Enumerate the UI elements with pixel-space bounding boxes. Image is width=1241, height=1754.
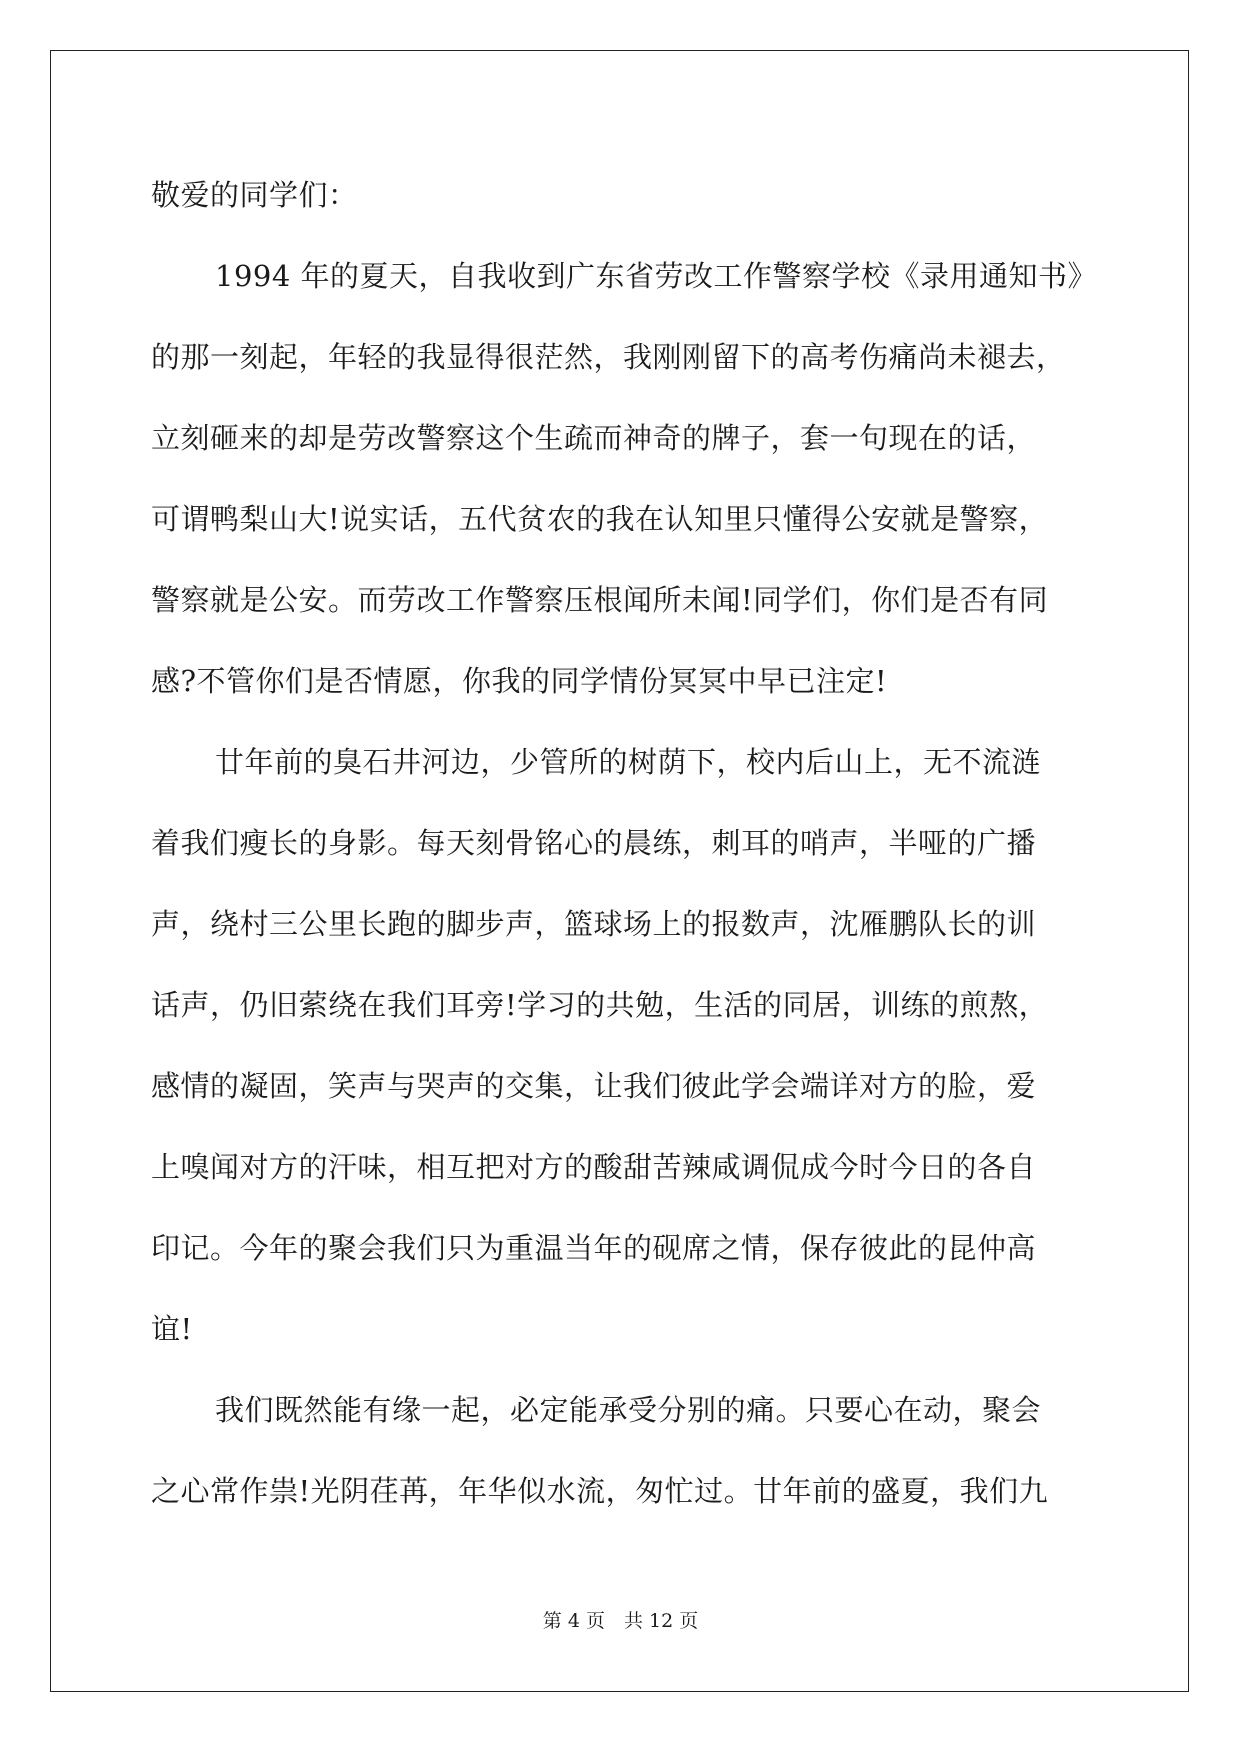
document-body <box>151 155 1098 1532</box>
paragraph-line: 的那一刻起，年轻的我显得很茫然，我刚刚留下的高考伤痛尚未褪去， <box>151 340 1066 374</box>
paragraph-line: 话声，仍旧萦绕在我们耳旁!学习的共勉，生活的同居，训练的煎熬， <box>151 988 1049 1022</box>
paragraph-line: 着我们瘦长的身影。每天刻骨铭心的晨练，刺耳的哨声，半哑的广播 <box>151 826 1037 860</box>
paragraph-line: 感?不管你们是否情愿，你我的同学情份冥冥中早已注定! <box>151 664 888 698</box>
page-number: 第 4 页 共 12 页 <box>542 1610 699 1632</box>
paragraph-line: 上嗅闻对方的汗味，相互把对方的酸甜苦辣咸调侃成今时今日的各自 <box>151 1150 1037 1184</box>
paragraph-line: 1994 年的夏天，自我收到广东省劳改工作警察学校《录用通知书》 <box>215 259 1098 293</box>
paragraph-line: 廿年前的臭石井河边，少管所的树荫下，校内后山上，无不流涟 <box>215 745 1042 779</box>
paragraph-line: 警察就是公安。而劳改工作警察压根闻所未闻!同学们，你们是否有同 <box>151 583 1049 617</box>
paragraph-line: 谊! <box>151 1312 193 1346</box>
paragraph-line: 印记。今年的聚会我们只为重温当年的砚席之情，保存彼此的昆仲高 <box>151 1231 1037 1265</box>
paragraph-line: 声，绕村三公里长跑的脚步声，篮球场上的报数声，沈雁鹏队长的训 <box>151 907 1037 941</box>
paragraph-line: 感情的凝固，笑声与哭声的交集，让我们彼此学会端详对方的脸，爱 <box>151 1069 1037 1103</box>
paragraph-line: 之心常作祟!光阴荏苒，年华似水流，匆忙过。廿年前的盛夏，我们九 <box>151 1474 1049 1508</box>
paragraph-line: 可谓鸭梨山大!说实话，五代贫农的我在认知里只懂得公安就是警察， <box>151 502 1049 536</box>
paragraph-line: 立刻砸来的却是劳改警察这个生疏而神奇的牌子，套一句现在的话， <box>151 421 1037 455</box>
salutation-line: 敬爱的同学们： <box>151 178 358 212</box>
paragraph-line: 我们既然能有缘一起，必定能承受分别的痛。只要心在动，聚会 <box>215 1393 1042 1427</box>
